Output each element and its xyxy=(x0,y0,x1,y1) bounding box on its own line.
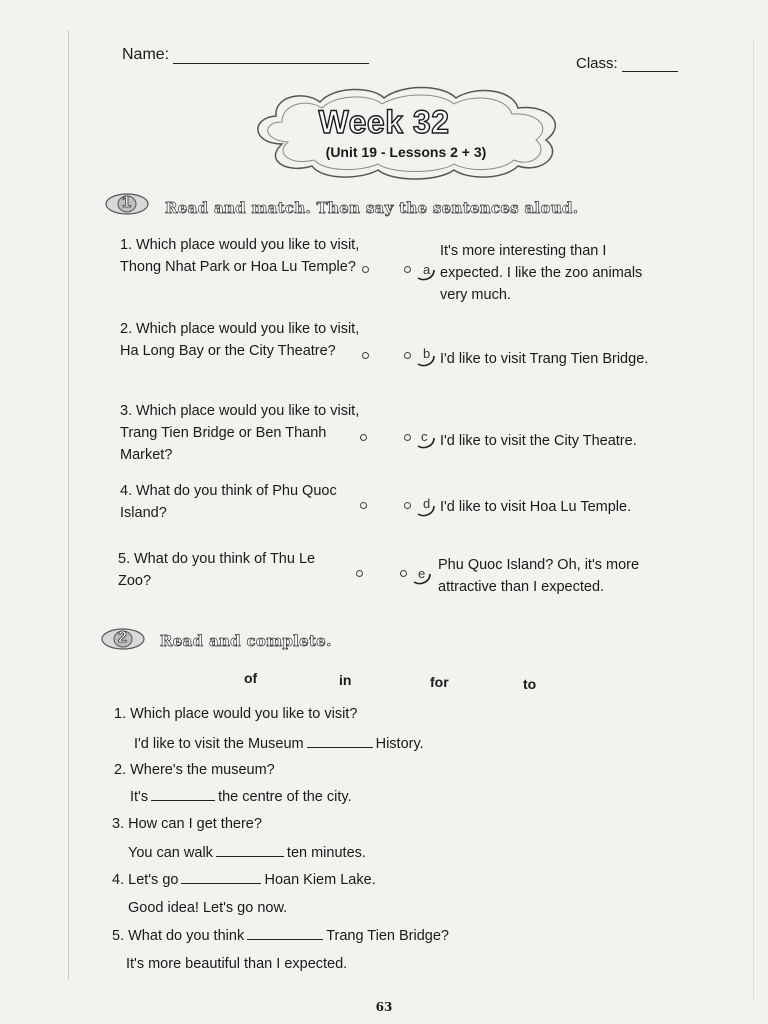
match-dot-right-e[interactable] xyxy=(400,570,407,577)
complete-item-4-question xyxy=(112,869,376,891)
question-number: 1. xyxy=(120,237,133,253)
answer-letter-d: d xyxy=(423,496,431,511)
fill-blank-3[interactable] xyxy=(216,842,284,857)
question-text: Which place would you like to visit, Ha Long Bay or the City Theatre? xyxy=(120,321,360,359)
complete-item-3-question xyxy=(112,813,262,835)
name-label: Name: xyxy=(122,46,170,63)
class-label: Class: xyxy=(576,55,618,72)
match-question-1 xyxy=(120,234,360,278)
match-answer-e: Phu Quoc Island? Oh, it's more attractive than I expected. xyxy=(438,557,640,595)
answer-text-after: the centre of the city. xyxy=(218,789,352,805)
item-question: Which place would you like to visit? xyxy=(130,706,358,722)
item-number: 2. xyxy=(114,762,127,778)
match-dot-left-5[interactable] xyxy=(356,570,363,577)
unit-subtitle: (Unit 19 - Lessons 2 + 3) xyxy=(325,144,487,160)
match-dot-right-c[interactable] xyxy=(404,434,411,441)
class-blank[interactable] xyxy=(622,57,678,72)
complete-item-2-answer xyxy=(130,786,352,808)
item-number: 4. xyxy=(112,872,125,888)
complete-item-1-answer xyxy=(134,733,424,755)
fill-blank-2[interactable] xyxy=(151,786,215,801)
left-margin-line xyxy=(68,30,69,980)
answer-text-before: You can walk xyxy=(128,845,213,861)
question-number: 2. xyxy=(120,321,133,337)
word-bank-item: to xyxy=(523,676,537,692)
section-1-heading: Read and match. Then say the sentences aloud. xyxy=(165,199,579,217)
answer-text-before: It's xyxy=(130,789,149,805)
match-answer-d: I'd like to visit Hoa Lu Temple. xyxy=(440,499,632,515)
week-title: Week 32 xyxy=(318,104,450,140)
fill-blank-1[interactable] xyxy=(307,733,373,748)
complete-item-3-answer xyxy=(128,842,366,864)
item-number: 1. xyxy=(114,706,127,722)
match-dot-left-3[interactable] xyxy=(360,434,367,441)
complete-item-5-answer: It's more beautiful than I expected. xyxy=(126,956,348,972)
item-number: 3. xyxy=(112,816,125,832)
item-question: Where's the museum? xyxy=(130,762,275,778)
match-answer-c: I'd like to visit the City Theatre. xyxy=(440,433,637,449)
match-dot-right-d[interactable] xyxy=(404,502,411,509)
answer-text-after: History. xyxy=(375,736,424,752)
question-text-after: Trang Tien Bridge? xyxy=(326,928,449,944)
match-answer-a: It's more interesting than I expected. I like the zoo animals very much. xyxy=(440,243,643,303)
match-question-4 xyxy=(120,480,360,524)
complete-item-4-answer: Good idea! Let's go now. xyxy=(128,900,288,916)
question-number: 5. xyxy=(118,551,131,567)
match-dot-left-1[interactable] xyxy=(362,266,369,273)
class-field xyxy=(576,55,678,72)
question-text: What do you think of Phu Quoc Island? xyxy=(120,483,337,521)
question-text: Which place would you like to visit, Trang Tien Bridge or Ben Thanh Market? xyxy=(120,403,360,463)
question-number: 4. xyxy=(120,483,133,499)
word-bank-item: for xyxy=(430,674,449,690)
match-dot-left-4[interactable] xyxy=(360,502,367,509)
complete-item-2-question xyxy=(114,759,275,781)
question-text: Which place would you like to visit, Thong Nhat Park or Hoa Lu Temple? xyxy=(120,237,360,275)
match-question-2 xyxy=(120,318,360,362)
complete-item-1-question xyxy=(114,703,357,725)
item-question: How can I get there? xyxy=(128,816,262,832)
answer-text-after: ten minutes. xyxy=(286,845,366,861)
answer-letter-c: c xyxy=(421,429,428,444)
match-dot-right-a[interactable] xyxy=(404,266,411,273)
question-text: What do you think of Thu Le Zoo? xyxy=(118,551,316,589)
section-2-number: 2 xyxy=(118,629,127,646)
match-answer-b: I'd like to visit Trang Tien Bridge. xyxy=(440,351,649,367)
question-number: 3. xyxy=(120,403,133,419)
word-bank-item: of xyxy=(244,670,258,686)
question-text-after: Hoan Kiem Lake. xyxy=(264,872,376,888)
word-bank-item: in xyxy=(339,672,352,688)
answer-text-before: I'd like to visit the Museum xyxy=(134,736,304,752)
right-edge-line xyxy=(753,40,754,1000)
page-number: 63 xyxy=(375,1000,393,1014)
question-text-before: What do you think xyxy=(128,928,245,944)
section-2-heading: Read and complete. xyxy=(160,632,332,650)
answer-letter-b: b xyxy=(423,346,431,361)
section-1-number: 1 xyxy=(122,194,131,211)
name-field xyxy=(122,46,369,64)
match-question-3 xyxy=(120,400,360,466)
complete-item-5-question xyxy=(112,925,449,947)
fill-blank-4[interactable] xyxy=(181,869,261,884)
match-question-5 xyxy=(118,548,348,592)
question-text-before: Let's go xyxy=(128,872,179,888)
fill-blank-5[interactable] xyxy=(247,925,323,940)
match-dot-right-b[interactable] xyxy=(404,352,411,359)
item-number: 5. xyxy=(112,928,125,944)
answer-letter-e: e xyxy=(418,566,426,581)
match-dot-left-2[interactable] xyxy=(362,352,369,359)
name-blank[interactable] xyxy=(173,49,369,64)
answer-letter-a: a xyxy=(423,262,431,277)
